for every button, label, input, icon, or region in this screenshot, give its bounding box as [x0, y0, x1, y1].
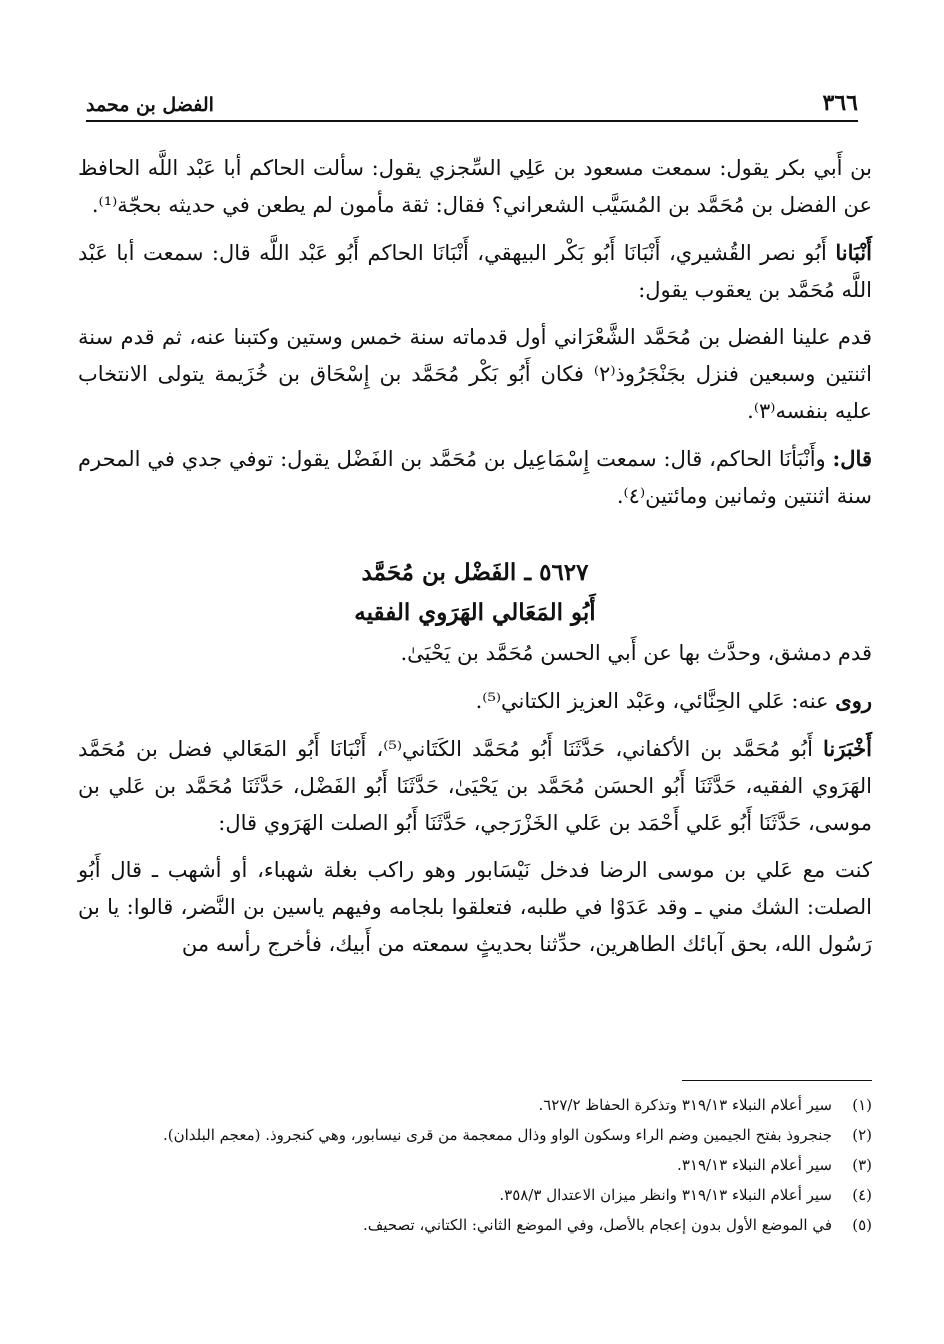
paragraph	[78, 682, 872, 720]
paragraph: قدم دمشق، وحدَّث بها عن أَبي الحسن مُحَمَّد بن يَحْيَىٰ.	[400, 641, 872, 665]
footnote-number: (٣)	[852, 1156, 872, 1174]
footnote	[78, 1182, 872, 1208]
page-number: ٣٦٦	[822, 90, 858, 116]
paragraph-lead-word: أَخْبَرَنا	[823, 736, 872, 761]
footnote-number: (٢)	[852, 1126, 872, 1144]
paragraph	[78, 440, 872, 515]
footnote-text: جنجروذ بفتح الجيمين وضم الراء وسكون الواو وذال ممعجمة من قرى نيسابور، وهي كنجروذ. (معجم البلدان).	[163, 1126, 832, 1144]
paragraph: كنت مع عَلي بن موسى الرضا فدخل نَيْسَابور وهو راكب بغلة شهباء، أو أشهب ـ قال أَبُو الصلت: الشك مني ـ وقد عَدَوْا في طلبه، فتعلقوا بلجامه وفيهم ياسين بن النَّضر، قالوا: يا بن رَسُول الله، بحق آبائك الطاهرين، حدِّثنا بحديثٍ سمعته من أَبيك، فأخرج رأسه من	[78, 858, 872, 956]
paragraph: قدم علينا الفضل بن مُحَمَّد الشَّعْرَاني أول قدماته سنة خمس وستين وكتبنا عنه، ثم قدم سنة اثنتين وسبعين فنزل بجَنْجَرُوذ⁽٢⁾ فكان أَبُو بَكْر مُحَمَّد بن إِسْحَاق بن خُزَيمة يتولى الانتخاب عليه بنفسه⁽٣⁾.	[78, 325, 872, 423]
footnote-separator	[682, 1080, 872, 1081]
footnotes	[78, 1092, 872, 1242]
paragraph-text: أَبُو نصر القُشيري، أَنْبَانَا أَبُو بَكْر البيهقي، أَنْبَانَا الحاكم أَبُو عَبْد اللَّه قال: سمعت أبا عَبْد اللَّه مُحَمَّد بن يعقوب يقول:	[78, 241, 872, 302]
entry-subtitle: أَبُو المَعَالي الهَرَوي الفقيه	[354, 599, 596, 626]
paragraph	[78, 730, 872, 842]
paragraph-lead-word: قال:	[832, 446, 872, 471]
footnote	[78, 1092, 872, 1118]
footnote-text: في الموضع الأول بدون إعجام بالأصل، وفي الموضع الثاني: الكتاني، تصحيف.	[363, 1216, 832, 1234]
paragraph-lead-word: أَنْبَانا	[835, 240, 872, 265]
running-title: الفضل بن محمد	[86, 94, 214, 116]
paragraph: بن أَبي بكر يقول: سمعت مسعود بن عَلِي السِّجزي يقول: سألت الحاكم أبا عَبْد اللَّه الحافظ عن الفضل بن مُحَمَّد بن المُسَيَّب الشعراني؟ فقال: ثقة مأمون لم يطعن في حديثه بحجّة⁽¹⁾.	[78, 156, 872, 217]
paragraph-lead-word: روى	[835, 688, 872, 713]
paragraph-text: وأَنْبَأنَا الحاكم، قال: سمعت إِسْمَاعِيل بن مُحَمَّد بن الفَضْل يقول: توفي جدي في المحرم سنة اثنتين وثمانين ومائتين⁽٤⁾.	[78, 447, 872, 508]
footnote	[78, 1122, 872, 1148]
footnote-text: سير أعلام النبلاء ٣١٩/١٣ وتذكرة الحفاظ ٦٢٧/٢.	[538, 1096, 832, 1114]
footnote-text: سير أعلام النبلاء ٣١٩/١٣.	[677, 1156, 832, 1174]
footnote-number: (٥)	[852, 1216, 872, 1234]
footnote-number: (١)	[852, 1096, 872, 1114]
paragraph	[78, 234, 872, 309]
footnote-number: (٤)	[852, 1186, 872, 1204]
footnote	[78, 1212, 872, 1238]
page-header	[86, 80, 858, 122]
footnote	[78, 1152, 872, 1178]
entry-title: ٥٦٢٧ ـ الفَضْل بن مُحَمَّد	[361, 559, 589, 586]
footnote-text: سير أعلام النبلاء ٣١٩/١٣ وانظر ميزان الاعتدال ٣٥٨/٣.	[499, 1186, 832, 1204]
main-text	[78, 150, 872, 973]
paragraph-text: عنه: عَلي الحِنَّائي، وعَبْد العزيز الكتاني⁽⁵⁾.	[475, 689, 836, 713]
paragraph-text: أَبُو مُحَمَّد بن الأكفاني، حَدَّثَنَا أَبُو مُحَمَّد الكَتَاني⁽⁵⁾، أَنْبَانَا أَبُو المَعَالي فضل بن مُحَمَّد الهَرَوي الفقيه، حَدَّثَنَا أَبُو الحسَن مُحَمَّد بن يَحْيَىٰ، حَدَّثَنَا أَبُو الفَضْل، حَدَّثَنَا مُحَمَّد بن عَلي بن موسى، حَدَّثَنَا أَبُو عَلي أَحْمَد بن عَلي الخَزْرَجي، حَدَّثَنَا أَبُو الصلت الهَرَوي قال:	[78, 737, 872, 835]
